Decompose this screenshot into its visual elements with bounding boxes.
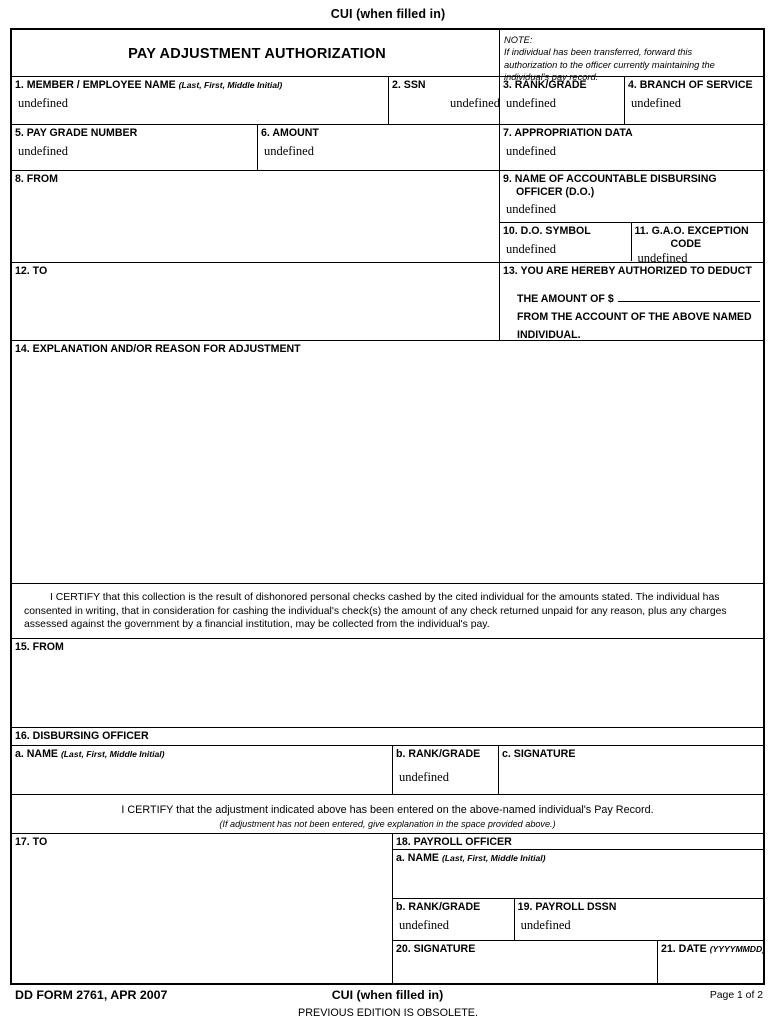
field-from-15[interactable]	[12, 639, 763, 727]
section-payroll-officer-label: 18. PAYROLL OFFICER	[396, 836, 512, 848]
field-rank-grade-value: undefined	[506, 96, 556, 110]
section-payroll-officer	[393, 834, 763, 850]
field-to-17[interactable]	[12, 834, 392, 983]
field-pay-grade-number-value: undefined	[18, 144, 68, 158]
row-item-14	[12, 340, 763, 583]
field-payroll-signature-label: 20. SIGNATURE	[396, 943, 476, 955]
field-accountable-do-name[interactable]	[500, 171, 763, 223]
field-appropriation-data-label: 7. APPROPRIATION DATA	[503, 127, 633, 139]
row-items-17-21	[12, 833, 766, 983]
row-items-20-21	[393, 941, 766, 983]
field-do-name-hint: (Last, First, Middle Initial)	[60, 749, 165, 759]
field-explanation-label: 14. EXPLANATION AND/OR REASON FOR ADJUSTMENT	[15, 343, 301, 355]
field-from-8-label: 8. FROM	[15, 173, 58, 185]
section-disbursing-officer	[12, 728, 763, 745]
group-items-9-11	[499, 171, 763, 265]
field-branch-of-service[interactable]	[624, 77, 763, 124]
field-do-signature[interactable]	[498, 746, 763, 794]
field-explanation[interactable]	[12, 341, 763, 583]
note-label: NOTE:	[504, 35, 533, 45]
field-to-12[interactable]	[12, 263, 499, 340]
field-payroll-name-label: a. NAME	[396, 852, 439, 864]
field-from-15-label: 15. FROM	[15, 641, 64, 653]
field-payroll-rank-grade-label: b. RANK/GRADE	[396, 901, 481, 913]
row-items-8-11	[12, 170, 763, 265]
page-title: PAY ADJUSTMENT AUTHORIZATION	[128, 46, 386, 62]
certification-pay-record-text: I CERTIFY that the adjustment indicated above has been entered on the above-named individual's Pay Record.	[121, 804, 654, 816]
certification-collection-text: I CERTIFY that this collection is the result of dishonored personal checks cashed by the cited individual for the amounts stated. The individual has consented in writing, that in consideration for cashing the individual's check(s) the amount of any check returned unpaid for any reason, plus any charges assessed against the government by a financial institution, may be collected from the individual's pay.	[24, 592, 727, 631]
field-accountable-do-name-value: undefined	[506, 202, 556, 216]
field-payroll-name[interactable]	[393, 850, 763, 899]
field-amount[interactable]	[257, 125, 499, 170]
field-do-symbol-label: 10. D.O. SYMBOL	[503, 225, 591, 237]
row-items-5-7	[12, 124, 763, 170]
field-ssn-label: 2. SSN	[392, 79, 426, 91]
row-item-16-header	[12, 727, 763, 745]
field-do-rank-grade[interactable]	[392, 746, 498, 794]
row-items-18b-19	[393, 899, 763, 941]
header-row	[12, 30, 763, 83]
field-to-17-label: 17. TO	[15, 836, 48, 848]
row-item-15	[12, 638, 763, 727]
section-disbursing-officer-label: 16. DISBURSING OFFICER	[15, 730, 149, 742]
cui-banner-top: CUI (when filled in)	[330, 7, 446, 21]
field-payroll-rank-grade[interactable]	[393, 899, 514, 940]
field-member-name[interactable]	[12, 77, 388, 124]
field-payroll-dssn[interactable]	[514, 899, 763, 940]
transfer-note	[499, 30, 763, 83]
row-items-10-11	[500, 223, 763, 265]
field-do-name[interactable]	[12, 746, 392, 794]
row-certification-1	[12, 583, 763, 638]
certification-pay-record-subtext: (If adjustment has not been entered, give explanation in the space provided above.)	[219, 819, 556, 829]
field-do-symbol[interactable]	[500, 223, 631, 261]
field-member-name-value: undefined	[18, 96, 68, 110]
row-items-16abc	[12, 745, 763, 794]
field-rank-grade[interactable]	[499, 77, 624, 124]
certification-collection	[12, 584, 763, 638]
form-id-label: DD FORM 2761, APR 2007	[15, 988, 168, 1002]
field-authorized-deduction[interactable]	[499, 263, 763, 340]
field-payroll-date-label: 21. DATE	[661, 943, 707, 955]
field-ssn[interactable]	[388, 77, 499, 124]
field-do-rank-grade-label: b. RANK/GRADE	[396, 748, 481, 760]
field-member-name-hint: (Last, First, Middle Initial)	[178, 80, 283, 90]
field-appropriation-data-value: undefined	[506, 144, 556, 158]
field-member-name-label: 1. MEMBER / EMPLOYEE NAME	[15, 79, 176, 91]
form-body	[10, 28, 765, 985]
field-to-12-label: 12. TO	[15, 265, 48, 277]
field-payroll-rank-grade-value: undefined	[399, 918, 449, 932]
previous-edition-notice: PREVIOUS EDITION IS OBSOLETE.	[298, 1007, 478, 1019]
field-payroll-dssn-value: undefined	[520, 918, 571, 932]
group-payroll-officer	[392, 834, 766, 983]
field-do-name-label: a. NAME	[15, 748, 58, 760]
field-accountable-do-name-label: 9. NAME OF ACCOUNTABLE DISBURSING	[503, 173, 717, 185]
field-accountable-do-name-label2: OFFICER (D.O.)	[516, 186, 595, 198]
field-payroll-dssn-label: 19. PAYROLL DSSN	[517, 901, 617, 913]
page-number: Page 1 of 2	[709, 990, 763, 1001]
field-gao-exception-code-value: undefined	[637, 251, 688, 265]
row-items-12-13	[12, 262, 763, 340]
form-footer	[10, 988, 765, 1004]
field-do-rank-grade-value: undefined	[399, 770, 449, 784]
note-text: If individual has been transferred, forward this authorization to the officer currently maintaining the individual's pay record.	[504, 47, 715, 83]
field-rank-grade-label: 3. RANK/GRADE	[503, 79, 587, 91]
field-pay-grade-number[interactable]	[12, 125, 257, 170]
row-items-1-4	[12, 76, 763, 124]
field-authorized-deduction-line3: INDIVIDUAL.	[517, 329, 581, 341]
field-gao-exception-code-label2: CODE	[670, 238, 702, 250]
field-payroll-date-hint: (YYYYMMDD)	[709, 944, 766, 954]
field-ssn-value: undefined	[450, 96, 500, 110]
field-branch-of-service-value: undefined	[631, 96, 681, 110]
certification-pay-record	[12, 795, 763, 833]
field-authorized-deduction-line2: FROM THE ACCOUNT OF THE ABOVE NAMED	[517, 311, 752, 323]
field-appropriation-data[interactable]	[499, 125, 763, 170]
cui-banner-bottom: CUI (when filled in)	[331, 988, 444, 1002]
field-branch-of-service-label: 4. BRANCH OF SERVICE	[628, 79, 753, 91]
field-gao-exception-code-label: 11. G.A.O. EXCEPTION	[634, 225, 749, 237]
field-authorized-deduction-line1-text: THE AMOUNT OF $	[517, 293, 614, 305]
deduction-amount-input[interactable]	[618, 290, 760, 302]
row-certification-2	[12, 794, 763, 833]
field-do-symbol-value: undefined	[506, 242, 556, 256]
field-authorized-deduction-label: 13. YOU ARE HEREBY AUTHORIZED TO DEDUCT	[503, 265, 752, 277]
field-authorized-deduction-line1	[503, 290, 763, 306]
field-payroll-signature[interactable]	[393, 941, 657, 983]
field-payroll-name-hint: (Last, First, Middle Initial)	[441, 853, 546, 863]
field-amount-value: undefined	[264, 144, 314, 158]
field-gao-exception-code[interactable]	[631, 223, 764, 265]
field-from-8[interactable]	[12, 171, 499, 262]
field-pay-grade-number-label: 5. PAY GRADE NUMBER	[15, 127, 138, 139]
field-payroll-date[interactable]	[657, 941, 766, 983]
field-amount-label: 6. AMOUNT	[261, 127, 319, 139]
field-do-signature-label: c. SIGNATURE	[502, 748, 576, 760]
